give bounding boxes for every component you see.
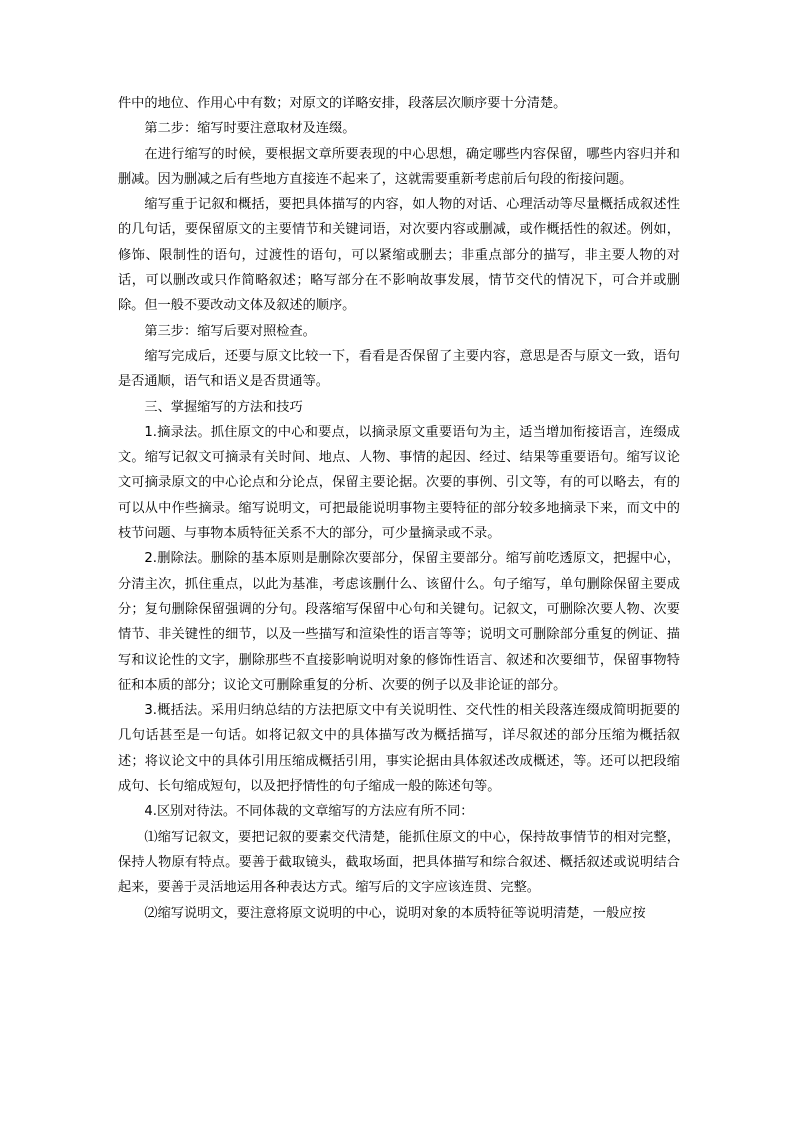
paragraph-step-three-heading: 第三步：缩写后要对照检查。 — [144, 323, 316, 339]
paragraph-narrative-subitem: ⑴缩写记叙文，要把记叙的要素交代清楚，能抓住原文的中心，保持故事情节的相对完整，保持人物原有特点。要善于截取镜头，截取场面，把具体描写和综合叙述、概括叙述或说明结合起来，要善于灵活地运用各种表达方式。缩写后的文字应该连贯、完整。 — [118, 829, 680, 896]
paragraph-step-three-body: 缩写完成后，还要与原文比较一下，看看是否保留了主要内容，意思是否与原文一致，语句是否通顺，语气和语义是否贯通等。 — [118, 348, 680, 390]
paragraph-step-two-body: 在进行缩写的时候，要根据文章所要表现的中心思想，确定哪些内容保留，哪些内容归并和删减。因为删减之后有些地方直接连不起来了，这就需要重新考虑前后句段的衔接问题。 — [118, 146, 680, 187]
paragraph-continuation: 件中的地位、作用心中有数；对原文的详略安排，段落层次顺序要十分清楚。 — [118, 96, 567, 111]
paragraph-summary-focus: 缩写重于记叙和概括，要把具体描写的内容，如人物的对话、心理活动等尽量概括成叙述性的几句话，要保留原文的主要情节和关键词语，对次要内容或删减，或作概括性的叙述。例如，修饰、限制性的语句，过渡性的语句，可以紧缩或删去；非重点部分的描写，非主要人物的对话，可以删改或只作简略叙述；略写部分在不影响故事发展，情节交代的情况下，可合并或删除。但一般不要改动文体及叙述的顺序。 — [118, 197, 680, 314]
paragraph-expository-subitem: ⑵缩写说明文，要注意将原文说明的中心，说明对象的本质特征等说明清楚，一般应按 — [144, 905, 646, 921]
paragraph-step-two-heading: 第二步：缩写时要注意取材及连缀。 — [144, 121, 356, 137]
paragraph-summarize-method: 3.概括法。采用归纳总结的方法把原文中有关说明性、交代性的相关段落连缀成简明扼要的几句话甚至是一句话。如将记叙文中的具体描写改为概括描写，详尽叙述的部分压缩为概括叙述；将议论文中的具体引用压缩成概括引用，事实论据由具体叙述改成概述，等。还可以把段缩成句、长句缩成短句，以及把抒情性的句子缩成一般的陈述句等。 — [118, 703, 680, 795]
paragraph-deletion-method: 2.删除法。删除的基本原则是删除次要部分，保留主要部分。缩写前吃透原文，把握中心，分清主次，抓住重点，以此为基准，考虑该删什么、该留什么。句子缩写，单句删除保留主要成分；复句删除保留强调的分句。段落缩写保留中心句和关键句。记叙文，可删除次要人物、次要情节、非关键性的细节，以及一些描写和渲染性的语言等等；说明文可删除部分重复的例证、描写和议论性的文字，删除那些不直接影响说明对象的修饰性语言、叙述和次要细节，保留事物特征和本质的部分；议论文可删除重复的分析、次要的例子以及非论证的部分。 — [118, 551, 680, 693]
section-heading-methods: 三、掌握缩写的方法和技巧 — [144, 399, 303, 415]
document-page — [118, 91, 680, 926]
paragraph-excerpt-method: 1.摘录法。抓住原文的中心和要点，以摘录原文重要语句为主，适当增加衔接语言，连缀成文。缩写记叙文可摘录有关时间、地点、人物、事情的起因、经过、结果等重要语句。缩写议论文可摘录原文的中心论点和分论点，保留主要论据。次要的事例、引文等，有的可以略去，有的可以从中作些摘录。缩写说明文，可把最能说明事物主要特征的部分较多地摘录下来，而文中的枝节问题、与事物本质特征关系不大的部分，可少量摘录或不录。 — [118, 424, 680, 542]
paragraph-differentiate-method: 4.区别对待法。不同体裁的文章缩写的方法应有所不同： — [144, 804, 474, 820]
